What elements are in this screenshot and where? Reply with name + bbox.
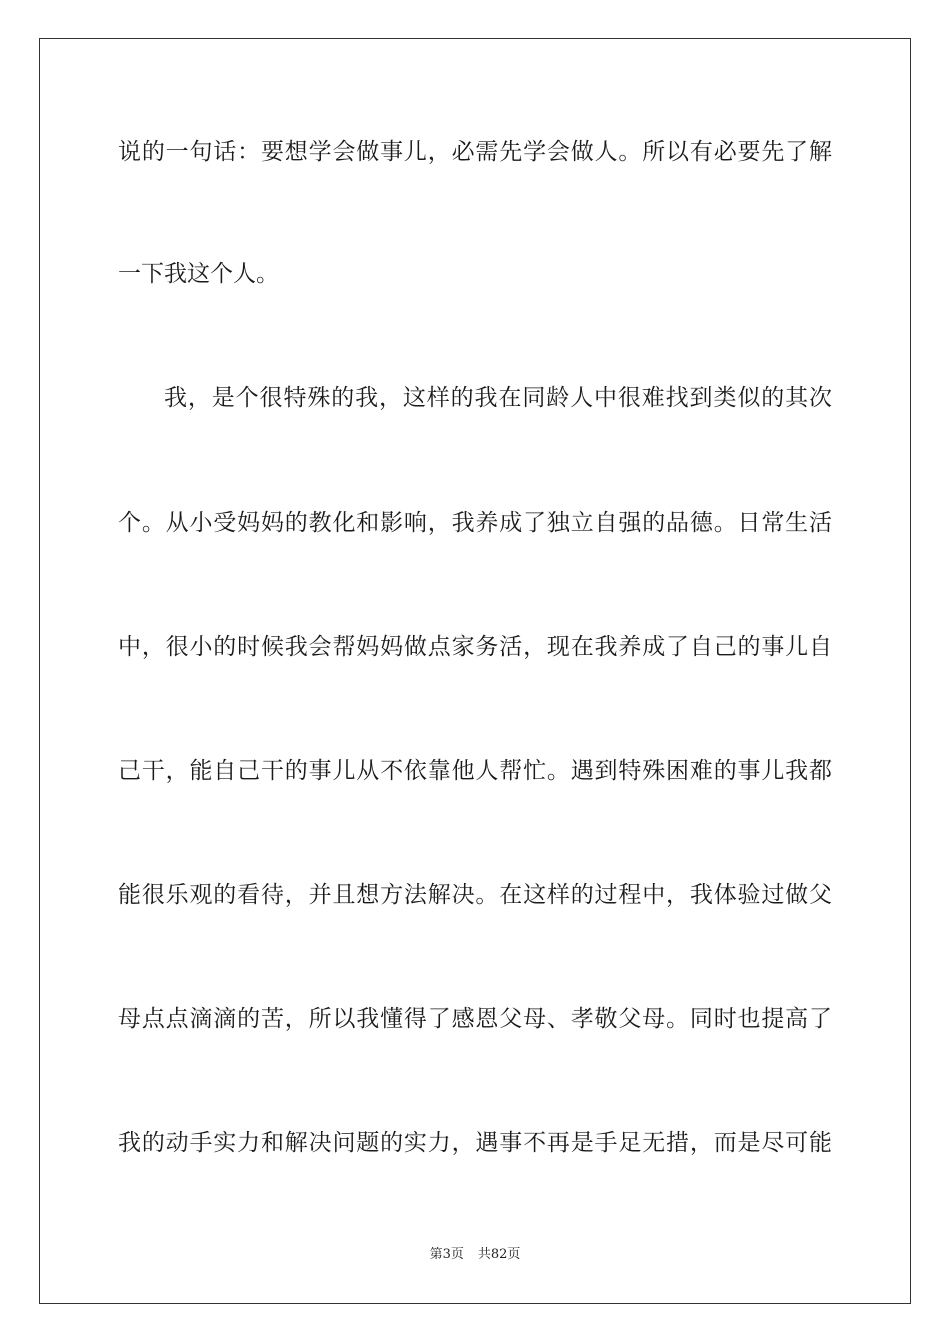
text-line-5: 中，很小的时候我会帮妈妈做点家务活，现在我养成了自己的事儿自 <box>118 634 832 660</box>
page-total: 共82页 <box>477 1247 521 1262</box>
text-line-7: 能很乐观的看待，并且想方法解决。在这样的过程中，我体验过做父 <box>118 882 832 908</box>
paragraph-start-line: 我，是个很特殊的我，这样的我在同龄人中很难找到类似的其次 <box>164 385 832 411</box>
text-line-4: 个。从小受妈妈的教化和影响，我养成了独立自强的品德。日常生活 <box>118 510 832 536</box>
text-line-2: 一下我这个人。 <box>118 261 279 287</box>
page-border <box>39 38 911 1304</box>
text-line-1: 说的一句话：要想学会做事儿，必需先学会做人。所以有必要先了解 <box>118 139 832 165</box>
page-footer <box>0 1246 950 1264</box>
page-number: 第3页 <box>429 1247 464 1262</box>
text-line-9: 我的动手实力和解决问题的实力，遇事不再是手足无措，而是尽可能 <box>118 1130 832 1156</box>
text-line-6: 己干，能自己干的事儿从不依靠他人帮忙。遇到特殊困难的事儿我都 <box>118 758 832 784</box>
text-line-8: 母点点滴滴的苦，所以我懂得了感恩父母、孝敬父母。同时也提高了 <box>118 1006 832 1032</box>
